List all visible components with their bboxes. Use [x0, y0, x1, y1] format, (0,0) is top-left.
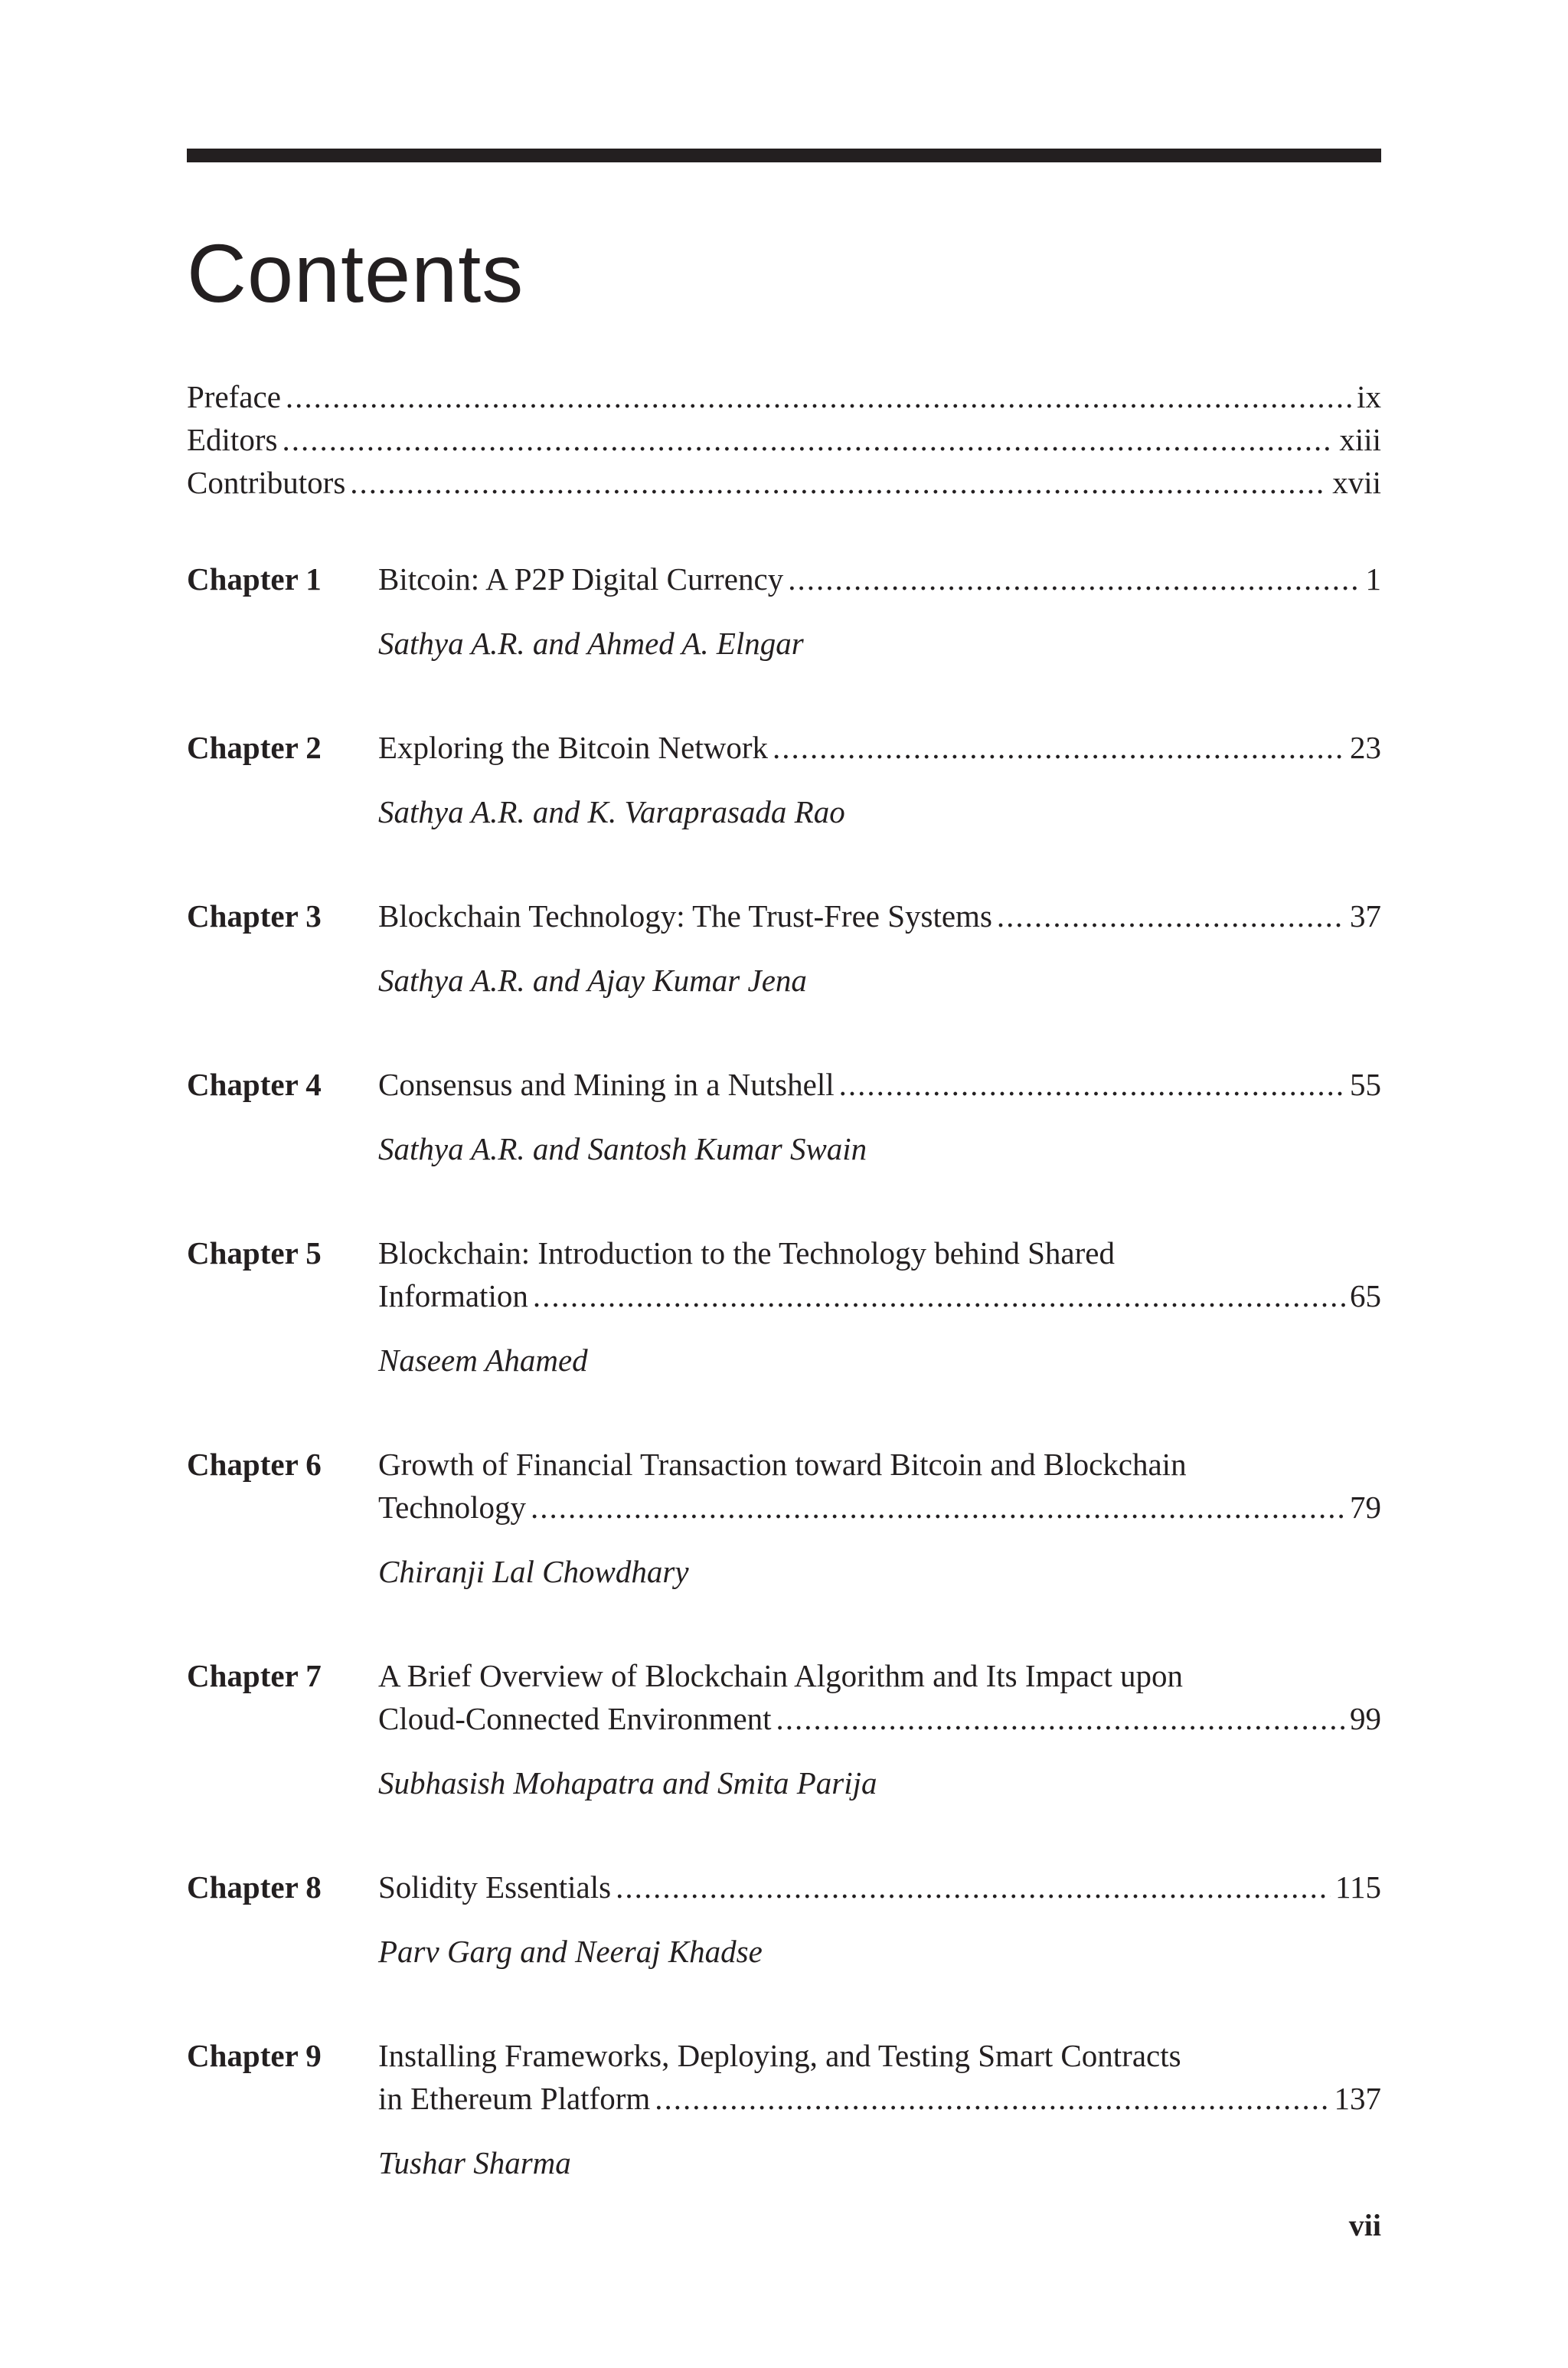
- chapter-body: [378, 726, 1381, 833]
- toc-entry-page: 99: [1350, 1701, 1381, 1736]
- chapter-label: Chapter 4: [187, 1067, 322, 1102]
- toc-entry-page: 23: [1350, 730, 1381, 765]
- dot-leader: [616, 1866, 1331, 1908]
- toc-entry-title: Exploring the Bitcoin Network: [378, 730, 768, 765]
- chapter-title-row: [378, 895, 1381, 937]
- toc-entry-title: in Ethereum Platform: [378, 2081, 651, 2116]
- chapter-body: [378, 1866, 1381, 1973]
- dot-leader: [788, 558, 1361, 600]
- dot-leader: [655, 2077, 1329, 2120]
- toc-entry-title: Bitcoin: A P2P Digital Currency: [378, 561, 784, 597]
- chapter-label: Chapter 7: [187, 1658, 322, 1693]
- chapter-title-line: Blockchain: Introduction to the Technology behind Shared: [378, 1235, 1115, 1271]
- chapter-title-row: [378, 2077, 1381, 2120]
- toc-entry-page: 55: [1350, 1067, 1381, 1102]
- chapter-label: Chapter 6: [187, 1447, 322, 1482]
- chapter-entry: [187, 1063, 1381, 1170]
- chapter-title-line: Installing Frameworks, Deploying, and Testing Smart Contracts: [378, 2038, 1181, 2073]
- toc-entry-title: Solidity Essentials: [378, 1869, 612, 1905]
- toc-entry-page: xvii: [1332, 465, 1381, 500]
- toc-entry-title: Blockchain Technology: The Trust-Free Systems: [378, 898, 992, 934]
- chapter-entry: [187, 1866, 1381, 1973]
- toc-entry-page: 37: [1350, 898, 1381, 934]
- dot-leader: [286, 375, 1352, 418]
- chapter-entry: [187, 1231, 1381, 1382]
- page-number: vii: [1348, 2208, 1381, 2242]
- toc-entry-page: xiii: [1339, 422, 1381, 457]
- dot-leader: [531, 1486, 1345, 1529]
- chapter-title-line: A Brief Overview of Blockchain Algorithm and Its Impact upon: [378, 1658, 1183, 1693]
- chapter-label: Chapter 2: [187, 730, 322, 765]
- chapter-body: [378, 558, 1381, 665]
- toc-entry-title: Preface: [187, 379, 281, 414]
- toc-entry-title: Consensus and Mining in a Nutshell: [378, 1067, 835, 1102]
- chapter-title-row: [378, 1866, 1381, 1908]
- toc-page: [187, 0, 1381, 2368]
- chapter-authors: Naseem Ahamed: [378, 1343, 588, 1378]
- page-title: Contents: [187, 227, 524, 319]
- chapter-title-row: [378, 1697, 1381, 1740]
- chapter-title-row: [378, 1486, 1381, 1529]
- toc-entry-page: 137: [1334, 2081, 1381, 2116]
- chapter-body: [378, 2034, 1381, 2184]
- toc-entry-title: Technology: [378, 1490, 526, 1525]
- top-rule: [187, 149, 1381, 162]
- dot-leader: [839, 1063, 1345, 1106]
- chapter-title-line: Growth of Financial Transaction toward Bitcoin and Blockchain: [378, 1447, 1187, 1482]
- chapter-title-row: [378, 1063, 1381, 1106]
- front-matter-entry: [187, 461, 1381, 504]
- chapter-entry: [187, 726, 1381, 833]
- toc-entry-page: 65: [1350, 1278, 1381, 1313]
- chapter-entry: [187, 1443, 1381, 1593]
- toc-entry-page: ix: [1357, 379, 1381, 414]
- chapter-list: [187, 558, 1381, 2245]
- chapter-body: [378, 1231, 1381, 1382]
- chapter-authors: Subhasish Mohapatra and Smita Parija: [378, 1765, 877, 1801]
- chapter-label: Chapter 8: [187, 1869, 322, 1905]
- chapter-label: Chapter 3: [187, 898, 322, 934]
- toc-entry-page: 1: [1365, 561, 1381, 597]
- toc-entry-page: 79: [1350, 1490, 1381, 1525]
- chapter-authors: Tushar Sharma: [378, 2145, 571, 2180]
- chapter-authors: Chiranji Lal Chowdhary: [378, 1554, 689, 1589]
- dot-leader: [997, 895, 1345, 937]
- toc-entry-title: Contributors: [187, 465, 346, 500]
- chapter-body: [378, 1654, 1381, 1804]
- dot-leader: [282, 418, 1334, 461]
- chapter-label: Chapter 1: [187, 561, 322, 597]
- chapter-entry: [187, 895, 1381, 1002]
- chapter-authors: Parv Garg and Neeraj Khadse: [378, 1934, 763, 1969]
- chapter-body: [378, 895, 1381, 1002]
- chapter-body: [378, 1063, 1381, 1170]
- chapter-authors: Sathya A.R. and Santosh Kumar Swain: [378, 1131, 867, 1166]
- chapter-authors: Sathya A.R. and K. Varaprasada Rao: [378, 794, 845, 829]
- chapter-authors: Sathya A.R. and Ajay Kumar Jena: [378, 963, 807, 998]
- chapter-label: Chapter 5: [187, 1235, 322, 1271]
- chapter-authors: Sathya A.R. and Ahmed A. Elngar: [378, 626, 804, 661]
- dot-leader: [350, 461, 1328, 504]
- front-matter-list: [187, 375, 1381, 504]
- chapter-title-row: [378, 1274, 1381, 1317]
- dot-leader: [533, 1274, 1345, 1317]
- chapter-title-row: [378, 558, 1381, 600]
- chapter-entry: [187, 2034, 1381, 2184]
- chapter-label: Chapter 9: [187, 2038, 322, 2073]
- dot-leader: [773, 726, 1345, 769]
- chapter-title-row: [378, 726, 1381, 769]
- front-matter-entry: [187, 418, 1381, 461]
- toc-entry-title: Editors: [187, 422, 278, 457]
- toc-entry-title: Cloud-Connected Environment: [378, 1701, 772, 1736]
- dot-leader: [776, 1697, 1345, 1740]
- chapter-body: [378, 1443, 1381, 1593]
- chapter-entry: [187, 558, 1381, 665]
- toc-entry-title: Information: [378, 1278, 528, 1313]
- chapter-entry: [187, 1654, 1381, 1804]
- front-matter-entry: [187, 375, 1381, 418]
- toc-entry-page: 115: [1335, 1869, 1381, 1905]
